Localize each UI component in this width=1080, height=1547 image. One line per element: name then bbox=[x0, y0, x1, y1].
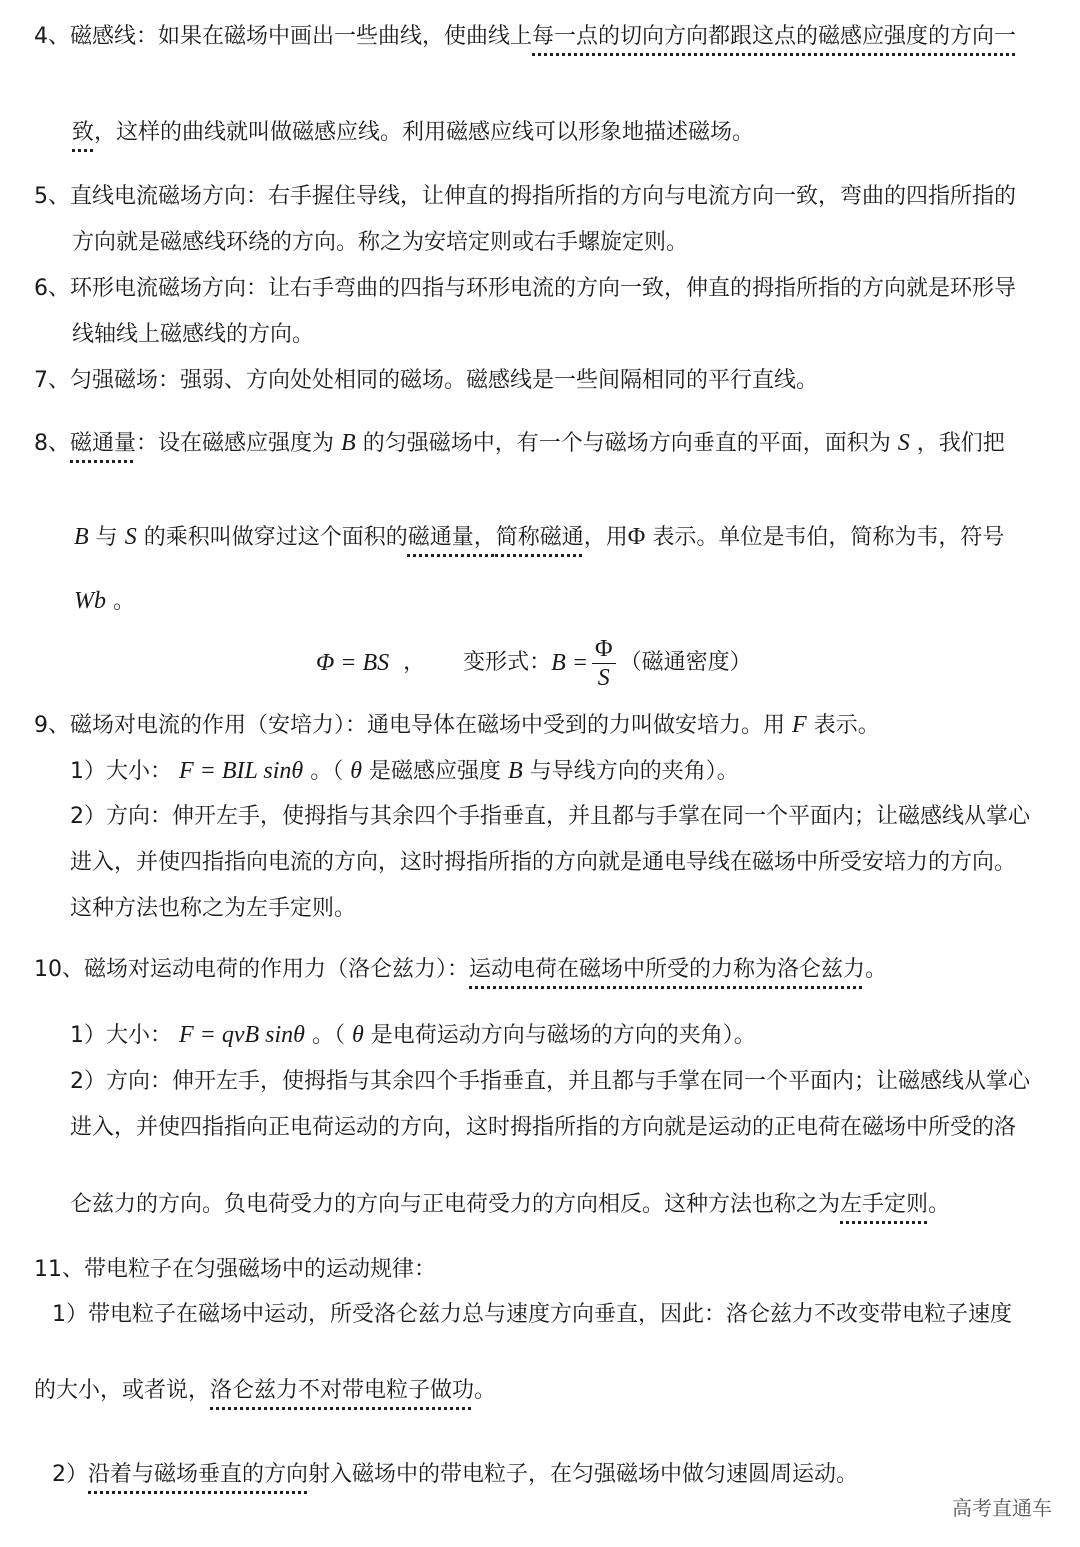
item-8-line-3 bbox=[74, 586, 135, 617]
item-10-sub-2-line-3 bbox=[70, 1190, 950, 1220]
item-7-line-1 bbox=[34, 366, 818, 396]
formula: F = qvB sinθ bbox=[179, 1022, 305, 1048]
item-6-line-1 bbox=[34, 274, 1016, 304]
text: 10、磁场对运动电荷的作用力（洛仑兹力）： bbox=[34, 957, 469, 982]
item-6-line-2 bbox=[72, 320, 314, 350]
text: 仑兹力的方向。负电荷受力的方向与正电荷受力的方向相反。这种方法也称之为 bbox=[70, 1192, 841, 1217]
text: 。 bbox=[474, 1378, 497, 1403]
text: ，这样的曲线就叫做磁感应线。利用磁感应线可以形象地描述磁场。 bbox=[94, 120, 755, 145]
text: 。 bbox=[865, 957, 888, 982]
text: ，用 bbox=[583, 525, 628, 550]
text: 设在磁感应强度为 bbox=[158, 431, 335, 456]
text: 进入，并使四指指向正电荷运动的方向，这时拇指所指的方向就是运动的正电荷在磁场中所受的洛 bbox=[70, 1115, 1017, 1140]
text: 磁场对电流的作用（安培力）：通电导体在磁场中受到的力叫做安培力。用 bbox=[70, 713, 786, 738]
item-9-line-1 bbox=[34, 710, 880, 741]
formula-magnetic-flux bbox=[316, 632, 752, 694]
text: 的大小，或者说， bbox=[34, 1378, 211, 1403]
text: 如果在磁场中画出一些曲线，使曲线上 bbox=[158, 24, 533, 49]
text: 。 bbox=[113, 589, 136, 614]
math-symbol: F bbox=[792, 712, 807, 738]
emphasis-text: ， bbox=[473, 525, 496, 550]
text: （磁通密度） bbox=[619, 650, 752, 675]
math-symbol: θ bbox=[351, 1022, 364, 1048]
item-number: 7、 bbox=[34, 368, 70, 393]
text: 的匀强磁场中，有一个与磁场方向垂直的平面，面积为 bbox=[362, 431, 891, 456]
text: ， bbox=[403, 650, 426, 675]
text: 与导线方向的夹角）。 bbox=[529, 759, 739, 784]
item-8-line-2 bbox=[74, 522, 1004, 553]
formula: Φ = BS bbox=[316, 650, 390, 676]
item-5-line-1 bbox=[34, 182, 1016, 212]
item-9-sub-2-line-1 bbox=[70, 802, 1030, 832]
text: 射入磁场中的带电粒子，在匀强磁场中做匀速圆周运动。 bbox=[308, 1462, 859, 1487]
item-11-sub-1-line-1 bbox=[52, 1300, 1012, 1330]
item-8-line-1 bbox=[34, 428, 1005, 459]
emphasis-text: 磁通量 bbox=[407, 525, 474, 550]
text: 直线电流磁场方向：右手握住导线，让伸直的拇指所指的方向与电流方向一致，弯曲的四指所指的 bbox=[70, 184, 1017, 209]
text: 表示。单位是韦伯，简称为韦，符号 bbox=[652, 525, 1005, 550]
text: 匀强磁场：强弱、方向处处相同的磁场。磁感线是一些间隔相同的平行直线。 bbox=[70, 368, 819, 393]
emphasis-text: 运动电荷在磁场中所受的力称为洛仑兹力 bbox=[469, 957, 866, 982]
math-symbol: S bbox=[897, 430, 910, 456]
item-10-sub-2-line-2 bbox=[70, 1113, 1016, 1143]
term: 磁感线： bbox=[70, 24, 159, 49]
text: 表示。 bbox=[813, 713, 880, 738]
text: 这种方法也称之为左手定则。 bbox=[70, 896, 357, 921]
text: ，我们把 bbox=[916, 431, 1005, 456]
text: 1）大小： bbox=[70, 759, 172, 784]
text: 。（ bbox=[311, 1023, 345, 1048]
term: 磁通量 bbox=[70, 431, 137, 456]
fraction-numerator: Φ bbox=[592, 635, 616, 664]
fraction-denominator: S bbox=[597, 664, 610, 691]
text: 2） bbox=[52, 1462, 88, 1487]
item-4-line-1 bbox=[34, 22, 1016, 52]
item-number: 9、 bbox=[34, 713, 70, 738]
text: 11、带电粒子在匀强磁场中的运动规律： bbox=[34, 1257, 436, 1282]
text: 方向就是磁感线环绕的方向。称之为安培定则或右手螺旋定则。 bbox=[72, 230, 689, 255]
math-symbol: θ bbox=[350, 758, 363, 784]
math-symbol: B bbox=[508, 758, 523, 784]
text: 是电荷运动方向与磁场的方向的夹角）。 bbox=[370, 1023, 756, 1048]
text: 环形电流磁场方向：让右手弯曲的四指与环形电流的方向一致，伸直的拇指所指的方向就是环形导 bbox=[70, 276, 1017, 301]
math-symbol: S bbox=[124, 524, 137, 550]
watermark-text: 高考直通车 bbox=[952, 1496, 1052, 1520]
item-number: 5、 bbox=[34, 184, 70, 209]
text: 的乘积叫做穿过这个面积的 bbox=[143, 525, 408, 550]
text: 。（ bbox=[310, 759, 344, 784]
math-symbol: Φ bbox=[627, 524, 646, 550]
text: 是磁感应强度 bbox=[369, 759, 502, 784]
formula: F = BIL sinθ bbox=[179, 758, 304, 784]
text: 与 bbox=[95, 525, 118, 550]
item-5-line-2 bbox=[72, 228, 688, 258]
text: 进入，并使四指指向电流的方向，这时拇指所指的方向就是通电导线在磁场中所受安培力的方向。 bbox=[70, 850, 1017, 875]
item-10-sub-2-line-1 bbox=[70, 1067, 1030, 1097]
item-9-sub-1 bbox=[70, 756, 739, 787]
text: ： bbox=[136, 431, 159, 456]
text: 变形式： bbox=[463, 650, 552, 675]
emphasis-text: 每一点的切向方向都跟这点的磁感应强度的方向一 bbox=[532, 24, 1017, 49]
item-9-sub-2-line-2 bbox=[70, 848, 1016, 878]
item-number: 8、 bbox=[34, 431, 70, 456]
math-symbol: B bbox=[74, 524, 89, 550]
emphasis-text: 洛仑兹力不对带电粒子做功 bbox=[210, 1378, 475, 1403]
emphasis-text: 左手定则 bbox=[840, 1192, 929, 1217]
item-11-heading bbox=[34, 1255, 436, 1285]
text: 1）大小： bbox=[70, 1023, 172, 1048]
math-symbol: Wb bbox=[74, 588, 106, 614]
item-9-sub-2-line-3 bbox=[70, 894, 356, 924]
emphasis-text: 致 bbox=[72, 120, 95, 145]
emphasis-text: 简称磁通 bbox=[495, 525, 584, 550]
item-11-sub-1-line-2 bbox=[34, 1376, 496, 1406]
text: 线轴线上磁感线的方向。 bbox=[72, 322, 315, 347]
emphasis-text: 沿着与磁场垂直的方向 bbox=[88, 1462, 309, 1487]
text: 。 bbox=[928, 1192, 951, 1217]
item-4-line-2 bbox=[72, 118, 754, 148]
text: 2）方向：伸开左手，使拇指与其余四个手指垂直，并且都与手掌在同一个平面内；让磁感线从掌心 bbox=[70, 1069, 1031, 1094]
formula: B = bbox=[551, 650, 589, 676]
item-10-line-1 bbox=[34, 955, 887, 985]
math-symbol: B bbox=[341, 430, 356, 456]
text: 1）带电粒子在磁场中运动，所受洛仑兹力总与速度方向垂直，因此：洛仑兹力不改变带电粒子速度 bbox=[52, 1302, 1013, 1327]
item-11-sub-2 bbox=[52, 1460, 858, 1490]
item-number: 4、 bbox=[34, 24, 70, 49]
item-number: 6、 bbox=[34, 276, 70, 301]
item-10-sub-1 bbox=[70, 1020, 756, 1051]
fraction bbox=[592, 635, 616, 692]
text: 2）方向：伸开左手，使拇指与其余四个手指垂直，并且都与手掌在同一个平面内；让磁感线从掌心 bbox=[70, 804, 1031, 829]
